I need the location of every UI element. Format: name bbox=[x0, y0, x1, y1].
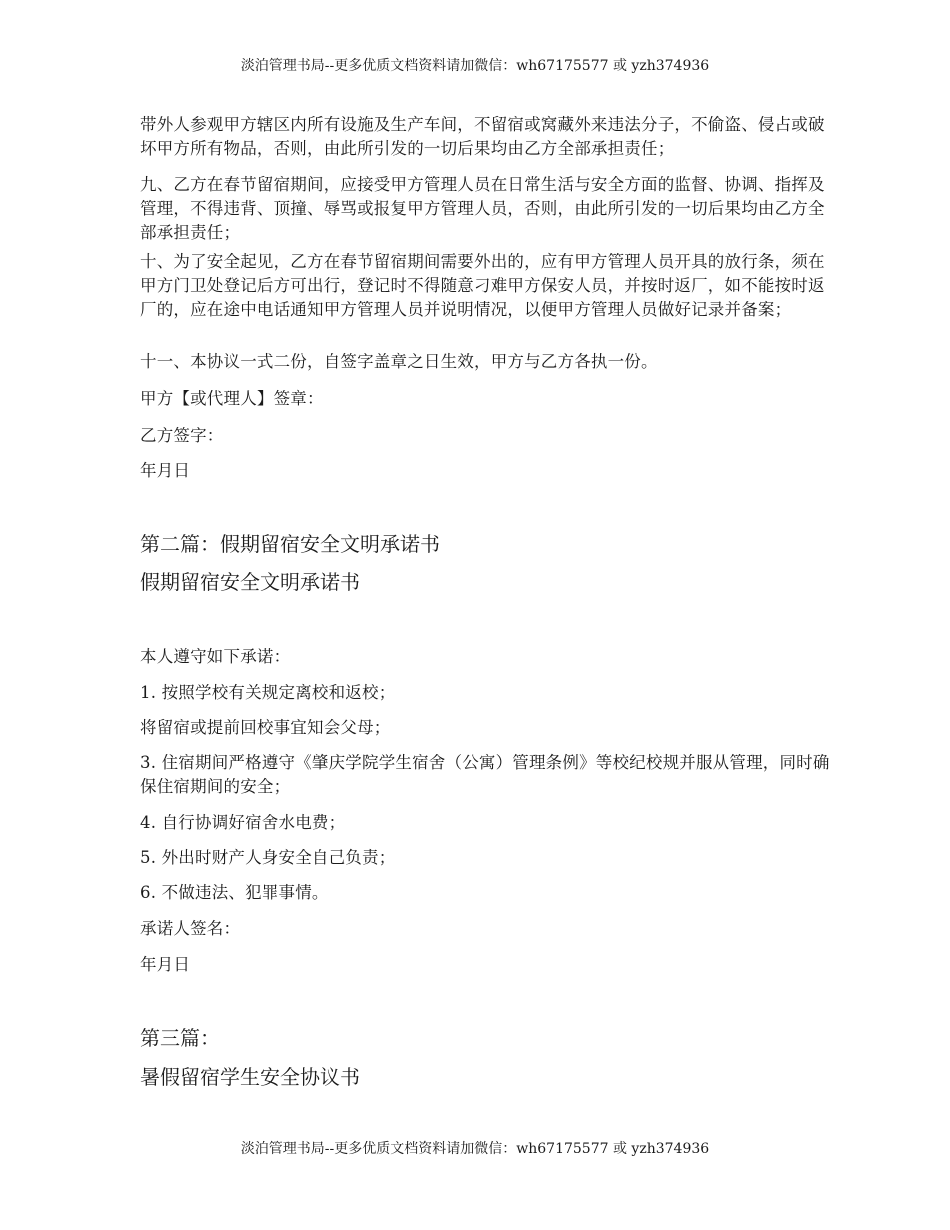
list-item: 4. 自行协调好宿舍水电费； bbox=[140, 813, 346, 832]
date-line: 年月日 bbox=[140, 461, 191, 480]
page-footer: 淡泊管理书局--更多优质文档资料请加微信：wh67175577 或 yzh374936 bbox=[240, 1141, 710, 1157]
paragraph-clause-ten: 十、为了安全起见，乙方在春节留宿期间需要外出的，应有甲方管理人员开具的放行条，须在甲方门卫处登记后方可出行，登记时不得随意刁难甲方保安人员，并按时返厂，如不能按时返厂的，应在途中电话通知甲方管理人员并说明情况，以便甲方管理人员做好记录并备案； bbox=[140, 252, 825, 319]
list-item: 将留宿或提前回校事宜知会父母； bbox=[140, 718, 391, 737]
list-item: 1. 按照学校有关规定离校和返校； bbox=[140, 683, 396, 702]
page-header: 淡泊管理书局--更多优质文档资料请加微信：wh67175577 或 yzh374936 bbox=[240, 58, 710, 74]
pledger-signature-line: 承诺人签名： bbox=[140, 919, 241, 938]
section-three-subtitle: 暑假留宿学生安全协议书 bbox=[140, 1065, 360, 1089]
party-a-signature-line: 甲方【或代理人】签章： bbox=[140, 389, 324, 408]
paragraph-clause-nine: 九、乙方在春节留宿期间，应接受甲方管理人员在日常生活与安全方面的监督、协调、指挥及管理，不得违背、顶撞、辱骂或报复甲方管理人员，否则，由此所引发的一切后果均由乙方全部承担责任； bbox=[140, 175, 825, 242]
party-b-signature-line: 乙方签字： bbox=[140, 426, 224, 445]
list-item: 5. 外出时财产人身安全自己负责； bbox=[140, 848, 396, 867]
paragraph-clause-eleven: 十一、本协议一式二份，自签字盖章之日生效，甲方与乙方各执一份。 bbox=[140, 352, 658, 371]
pledge-intro: 本人遵守如下承诺： bbox=[140, 647, 291, 666]
list-item: 3. 住宿期间严格遵守《肇庆学院学生宿舍（公寓）管理条例》等校纪校规并服从管理，同时确保住宿期间的安全； bbox=[140, 753, 830, 796]
section-two-subtitle: 假期留宿安全文明承诺书 bbox=[140, 570, 360, 594]
section-three-title: 第三篇： bbox=[140, 1026, 220, 1050]
date-line: 年月日 bbox=[140, 955, 191, 974]
paragraph-continued-clause: 带外人参观甲方辖区内所有设施及生产车间，不留宿或窝藏外来违法分子，不偷盗、侵占或破坏甲方所有物品，否则，由此所引发的一切后果均由乙方全部承担责任； bbox=[140, 115, 825, 158]
section-two-title: 第二篇：假期留宿安全文明承诺书 bbox=[140, 532, 440, 556]
list-item: 6. 不做违法、犯罪事情。 bbox=[140, 883, 329, 902]
